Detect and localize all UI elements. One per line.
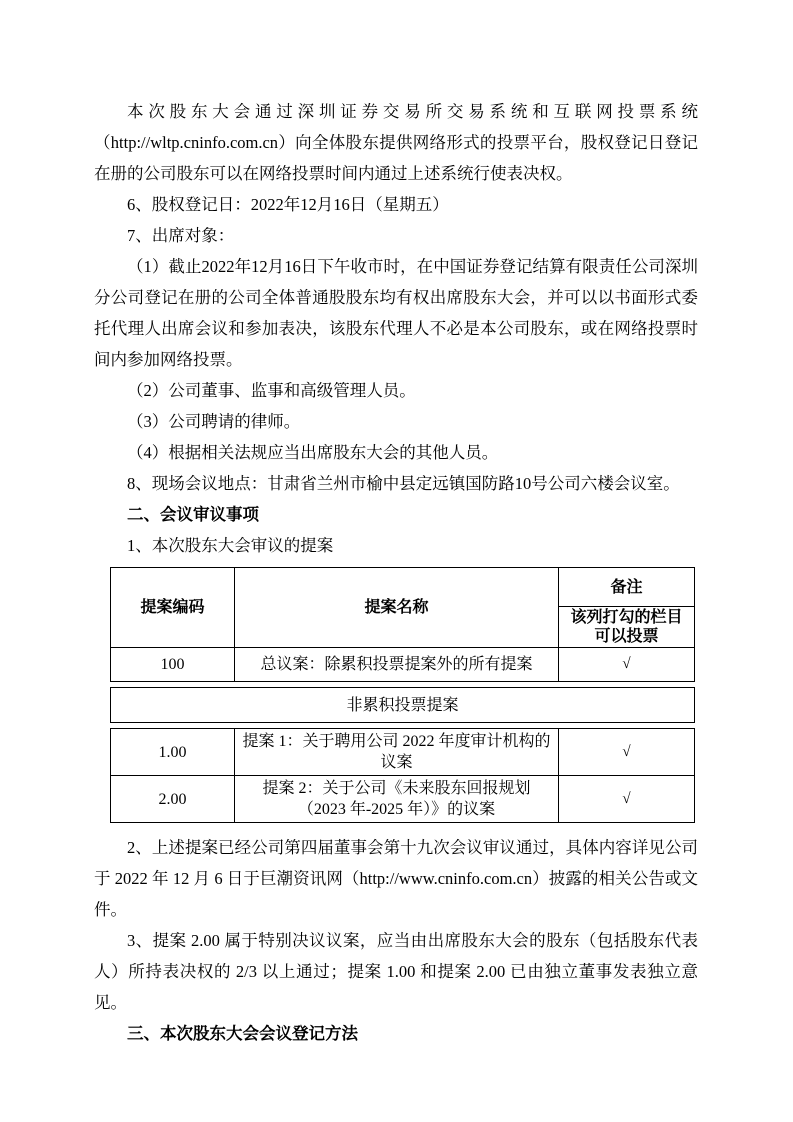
table-header-remark-sub: 该列打勾的栏目可以投票: [559, 607, 695, 648]
heading-section-3: 三、本次股东大会会议登记方法: [127, 1024, 358, 1043]
heading-section-2: 二、会议审议事项: [127, 505, 259, 524]
table-row-proposal-1: [111, 729, 695, 776]
cell-proposal-name: 提案 1：关于聘用公司 2022 年度审计机构的议案: [235, 729, 559, 776]
table-header-proposal-name: 提案名称: [235, 568, 559, 648]
item-7-3-lawyers: （3）公司聘请的律师。: [127, 412, 301, 431]
table-row-proposal-2: [111, 776, 695, 823]
table-header-proposal-code: 提案编码: [111, 568, 235, 648]
cell-proposal-code: 2.00: [111, 776, 235, 823]
item-7-2-directors: （2）公司董事、监事和高级管理人员。: [127, 381, 416, 400]
item-2-1-proposals: 1、本次股东大会审议的提案: [127, 536, 334, 555]
cell-non-cumulative-label: 非累积投票提案: [111, 688, 695, 723]
cell-proposal-name: 总议案：除累积投票提案外的所有提案: [235, 648, 559, 682]
proposal-table-header-section: [110, 567, 695, 682]
cell-proposal-code: 100: [111, 648, 235, 682]
item-8-meeting-place: 8、现场会议地点：甘肃省兰州市榆中县定远镇国防路10号公司六楼会议室。: [127, 474, 680, 493]
table-row-general-proposal: [111, 648, 695, 682]
item-6-record-date: 6、股权登记日：2022年12月16日（星期五）: [127, 195, 449, 214]
checkmark-icon: √: [559, 776, 695, 823]
paragraph-voting-system: 本次股东大会通过深圳证券交易所交易系统和互联网投票系统（http://wltp.cninfo.com.cn）向全体股东提供网络形式的投票平台，股权登记日登记在册的公司股东可以在网络投票时间内通过上述系统行使表决权。: [94, 102, 698, 183]
proposal-table-items-section: [110, 728, 695, 823]
document-content: [94, 96, 698, 1049]
table-row-non-cumulative: [111, 688, 695, 723]
item-7-4-others: （4）根据相关法规应当出席股东大会的其他人员。: [127, 443, 499, 462]
paragraph-special-resolution: 3、提案 2.00 属于特别决议议案，应当由出席股东大会的股东（包括股东代表人）所持表决权的 2/3 以上通过；提案 1.00 和提案 2.00 已由独立董事发表独立意见。: [94, 931, 698, 1012]
item-7-1-shareholders: （1）截止2022年12月16日下午收市时，在中国证券登记结算有限责任公司深圳分公司登记在册的公司全体普通股股东均有权出席股东大会，并可以以书面形式委托代理人出席会议和参加表决，该股东代理人不必是本公司股东，或在网络投票时间内参加网络投票。: [94, 257, 698, 369]
cell-proposal-name: 提案 2：关于公司《未来股东回报规划（2023 年-2025 年）》的议案: [235, 776, 559, 823]
proposal-table-span-section: [110, 687, 695, 723]
checkmark-icon: √: [559, 648, 695, 682]
item-7-attendees: 7、出席对象：: [127, 226, 235, 245]
table-header-remark: 备注: [559, 568, 695, 607]
paragraph-board-approval: 2、上述提案已经公司第四届董事会第十九次会议审议通过，具体内容详见公司于 2022 年 12 月 6 日于巨潮资讯网（http://www.cninfo.com.cn）披露的相关公告或文件。: [94, 838, 698, 919]
cell-proposal-code: 1.00: [111, 729, 235, 776]
checkmark-icon: √: [559, 729, 695, 776]
